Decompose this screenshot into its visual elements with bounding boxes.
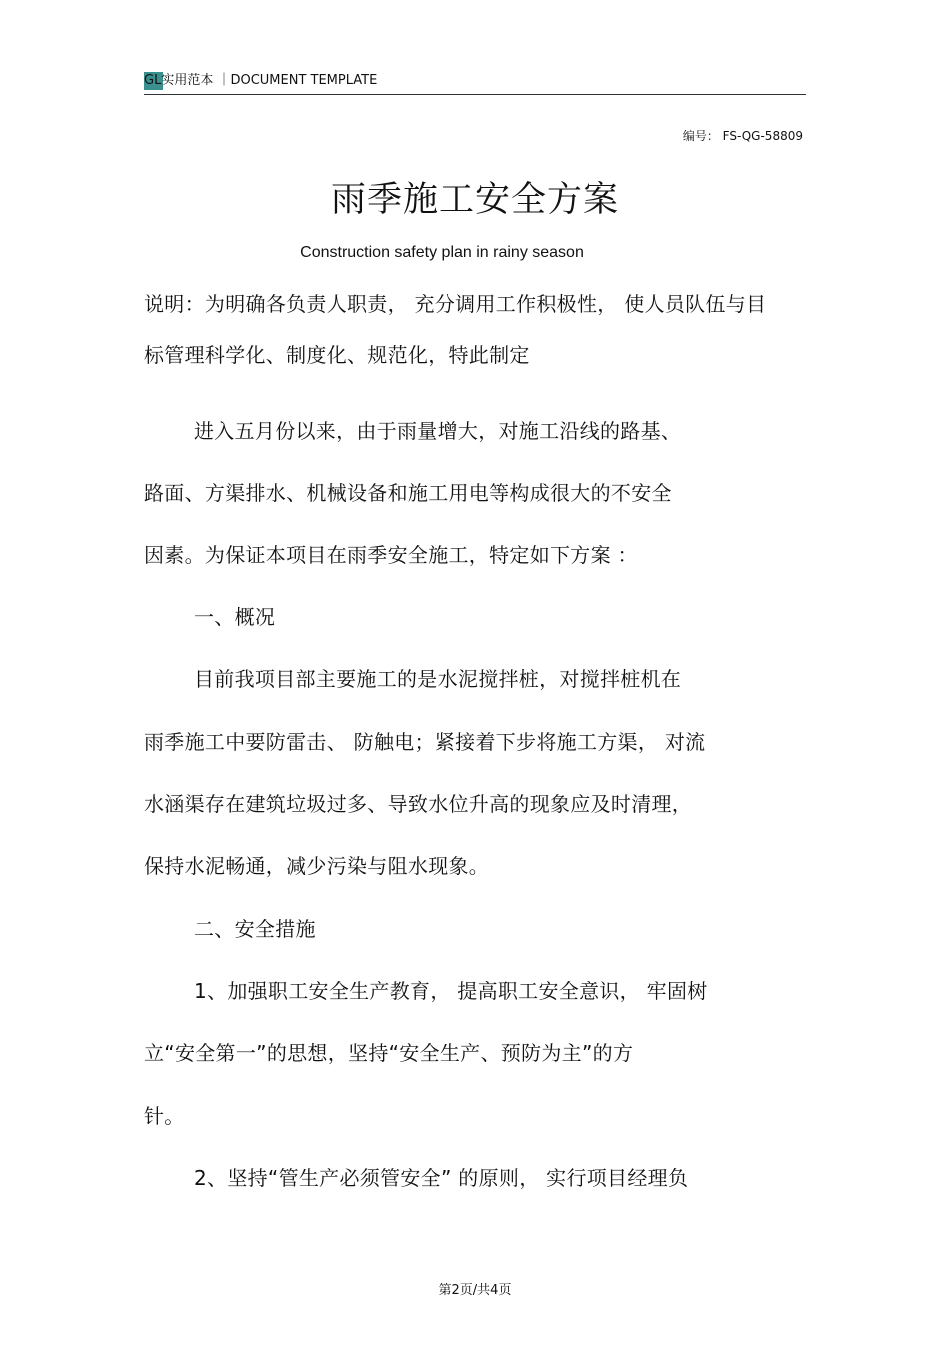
- document-title: 雨季施工安全方案: [330, 180, 619, 220]
- logo-text: GL: [144, 73, 162, 88]
- page-number: 第2页/共4页: [438, 1283, 512, 1298]
- body-line: 雨季施工中要防雷击、 防触电；紧接着下步将施工方渠， 对流: [144, 730, 706, 754]
- header-title: 实用范本 ｜DOCUMENT TEMPLATE: [161, 73, 378, 88]
- section-heading: 二、安全措施: [194, 917, 316, 941]
- page-header: [144, 70, 806, 95]
- section-heading: 一、概况: [194, 605, 276, 629]
- body-line: 1、加强职工安全生产教育， 提高职工安全意识， 牢固树: [194, 979, 708, 1003]
- body-line: 路面、方渠排水、机械设备和施工用电等构成很大的不安全: [144, 481, 672, 505]
- body-line: 水涵渠存在建筑垃圾过多、导致水位升高的现象应及时清理，: [144, 792, 693, 816]
- document-serial: 编号： FS-QG-58809: [682, 129, 803, 143]
- body-line: 针。: [144, 1104, 185, 1128]
- body-line: 标管理科学化、制度化、规范化，特此制定: [144, 343, 530, 367]
- body-line: 进入五月份以来，由于雨量增大，对施工沿线的路基、: [194, 419, 682, 443]
- body-line: 保持水泥畅通，减少污染与阻水现象。: [144, 854, 490, 878]
- body-line: 立“安全第一”的思想，坚持“安全生产、预防为主”的方: [144, 1041, 634, 1065]
- body-line: 2、坚持“管生产必须管安全” 的原则， 实行项目经理负: [194, 1166, 689, 1190]
- document-subtitle: Construction safety plan in rainy season: [300, 244, 584, 261]
- body-line: 目前我项目部主要施工的是水泥搅拌桩，对搅拌桩机在: [194, 667, 682, 691]
- body-line: 因素。为保证本项目在雨季安全施工，特定如下方案 ：: [144, 543, 638, 567]
- body-line: 说明：为明确各负责人职责， 充分调用工作积极性， 使人员队伍与目: [144, 292, 767, 316]
